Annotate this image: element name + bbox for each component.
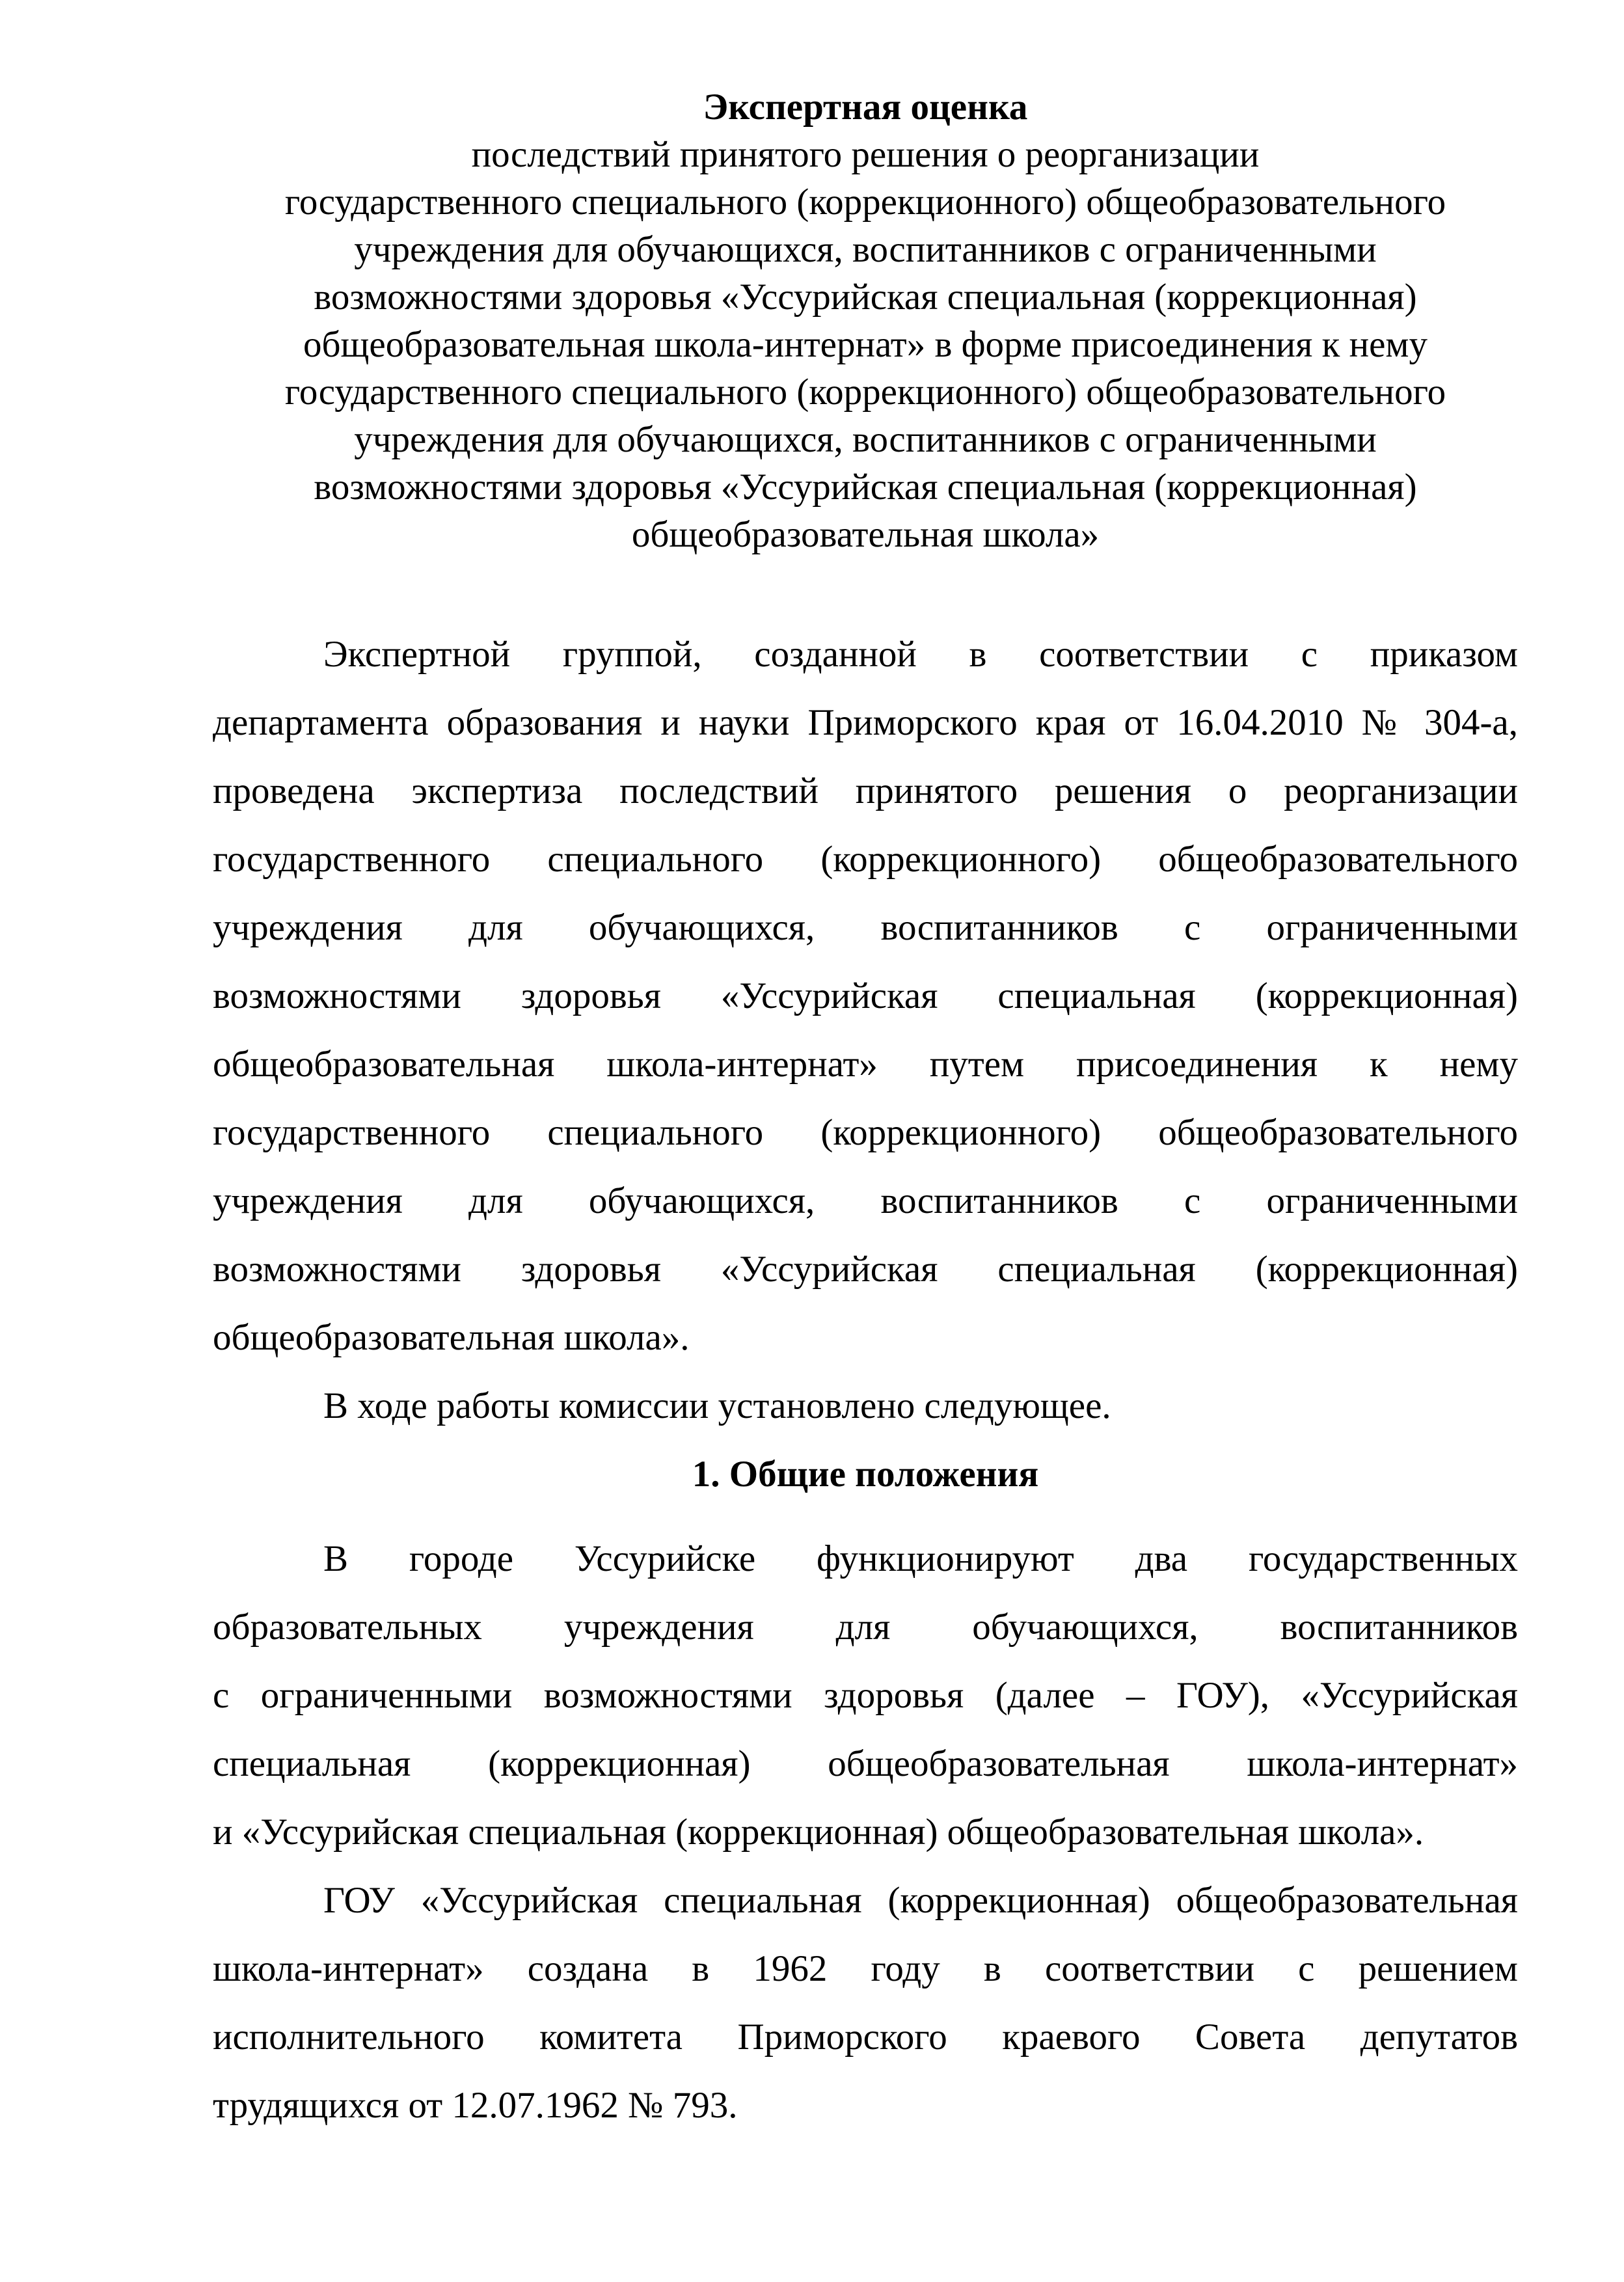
text-line: общеобразовательная школа» [631,514,1100,555]
text-line: трудящихся от 12.07.1962 № 793. [213,2085,738,2126]
text-line: возможностями здоровья «Уссурийская специальная (коррекционная) [213,975,1518,1016]
text-line: возможностями здоровья «Уссурийская специальная (коррекционная) [314,277,1417,318]
text-line: общеобразовательная школа-интернат» в форме присоединения к нему [303,324,1428,365]
text-line: общеобразовательная школа». [213,1317,690,1358]
text-line: проведена экспертиза последствий принятого решения о реорганизации [213,770,1518,811]
text-line: возможностями здоровья «Уссурийская специальная (коррекционная) [213,1249,1518,1290]
intro-paragraph [213,620,1518,1372]
text-line: с ограниченными возможностями здоровья (далее – ГОУ), «Уссурийская [213,1675,1518,1716]
text-line: возможностями здоровья «Уссурийская специальная (коррекционная) [314,467,1417,508]
text-line: учреждения для обучающихся, воспитанников с ограниченными [213,907,1518,948]
commission-note-paragraph [213,1372,1518,1440]
text-line: исполнительного комитета Приморского краевого Совета депутатов [213,2017,1518,2058]
text-line: департамента образования и науки Приморского края от 16.04.2010 № 304-а, [213,702,1518,743]
section-1-paragraph-1 [213,1525,1518,1866]
text-line: общеобразовательная школа-интернат» путем присоединения к нему [213,1044,1518,1085]
text-line: В ходе работы комиссии установлено следующее. [323,1385,1111,1426]
text-line: государственного специального (коррекционного) общеобразовательного [213,1112,1518,1153]
text-line: ГОУ «Уссурийская специальная (коррекционная) общеобразовательная [323,1880,1518,1921]
text-line: государственного специального (коррекционного) общеобразовательного [284,372,1446,413]
text-line: В городе Уссурийске функционируют два государственных [323,1538,1518,1579]
text-line: последствий принятого решения о реорганизации [471,134,1260,175]
text-line: и «Уссурийская специальная (коррекционная) общеобразовательная школа». [213,1812,1424,1853]
text-line: государственного специального (коррекционного) общеобразовательного [284,182,1446,223]
document-title: Экспертная оценка [703,87,1028,128]
text-line: учреждения для обучающихся, воспитанников с ограниченными [354,229,1377,270]
section-1-heading: 1. Общие положения [692,1454,1039,1495]
text-line: государственного специального (коррекционного) общеобразовательного [213,839,1518,880]
text-line: Экспертной группой, созданной в соответствии с приказом [323,634,1518,675]
text-line: учреждения для обучающихся, воспитанников с ограниченными [213,1180,1518,1221]
document-subtitle [213,131,1518,558]
title-block [213,83,1518,558]
text-line: учреждения для обучающихся, воспитанников с ограниченными [354,419,1377,460]
section-1-paragraph-2 [213,1866,1518,2139]
text-line: школа-интернат» создана в 1962 году в соответствии с решением [213,1948,1518,1989]
text-line: образовательных учреждения для обучающихся, воспитанников [213,1607,1518,1648]
text-line: специальная (коррекционная) общеобразовательная школа-интернат» [213,1743,1518,1784]
